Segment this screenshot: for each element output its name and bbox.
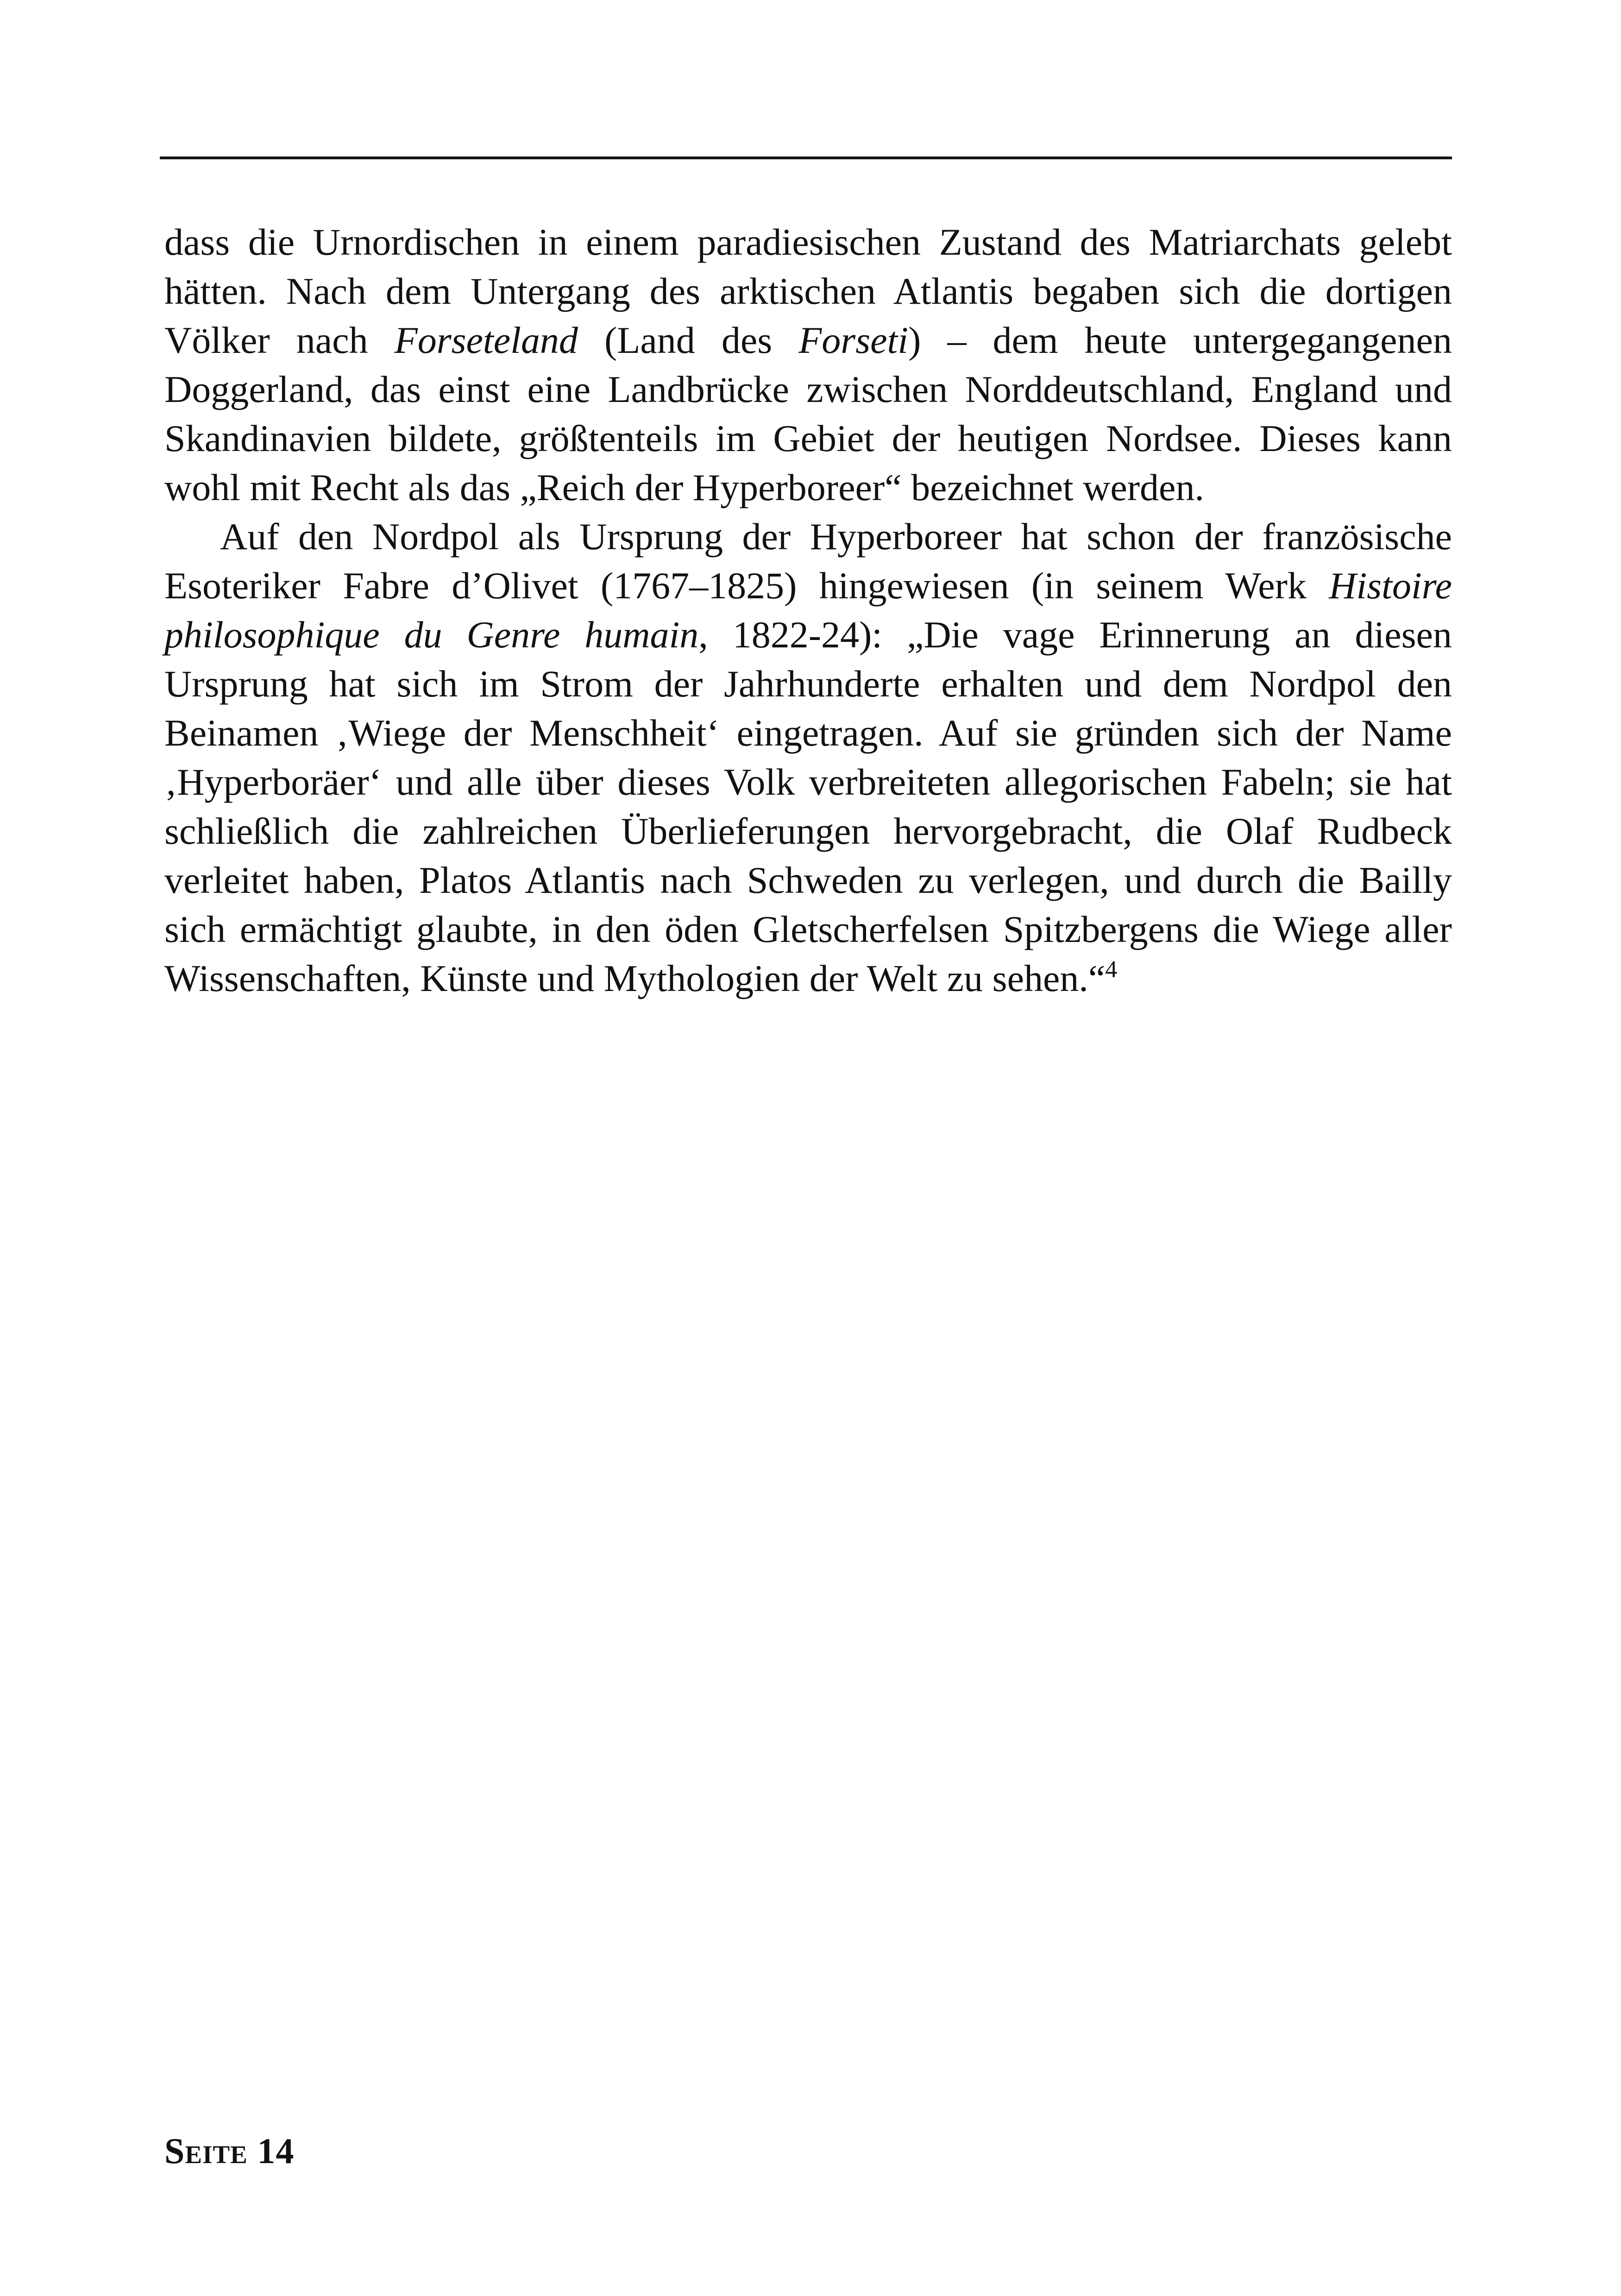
paragraph-2 (164, 512, 1452, 1003)
italic-text: Forseti (798, 319, 909, 361)
italic-text: Histoire philosophique du Genre humain (164, 565, 1452, 656)
text-run: Auf den Nordpol als Ursprung der Hyperboreer hat schon der französische Esoteriker Fabre d’Olivet (1767–1825) hingewiesen (in seinem Werk (164, 515, 1452, 607)
paragraph-1 (164, 218, 1452, 512)
italic-text: Forseteland (394, 319, 578, 361)
body-text (164, 218, 1452, 1003)
footnote-marker: 4 (1105, 956, 1118, 983)
text-run: , 1822-24): „Die vage Erinnerung an diesen Ursprung hat sich im Strom der Jahrhunderte erhalten und dem Nordpol den Beinamen ‚Wiege der Menschheit‘ eingetragen. Auf sie gründen sich der Name ‚Hyperboräer‘ und alle über dieses Volk verbreiteten allegorischen Fabeln; sie hat schließlich die zahlreichen Überlieferungen hervorgebracht, die Olaf Rudbeck verleitet haben, Platos Atlantis nach Schweden zu verlegen, und durch die Bailly sich ermächtigt glaubte, in den öden Gletscherfelsen Spitzbergens die Wiege aller Wissenschaften, Künste und Mythologien der Welt zu sehen.“ (164, 614, 1452, 999)
text-run: ) – dem heute untergegangenen Doggerland, das einst eine Landbrücke zwischen Norddeutschland, England und Skandinavien bildete, größtenteils im Gebiet der heutigen Nordsee. Dieses kann wohl mit Recht als das „Reich der Hyperboreer“ bezeichnet werden. (164, 319, 1452, 508)
text-run: (Land des (578, 319, 799, 361)
text-run: dass die Urnordischen in einem paradiesischen Zustand des Matriarchats gelebt hätten. Nach dem Untergang des arktischen Atlantis begaben sich die dortigen Völker nach (164, 221, 1452, 361)
page-number: Seite 14 (164, 2131, 295, 2171)
header-rule (160, 157, 1452, 159)
